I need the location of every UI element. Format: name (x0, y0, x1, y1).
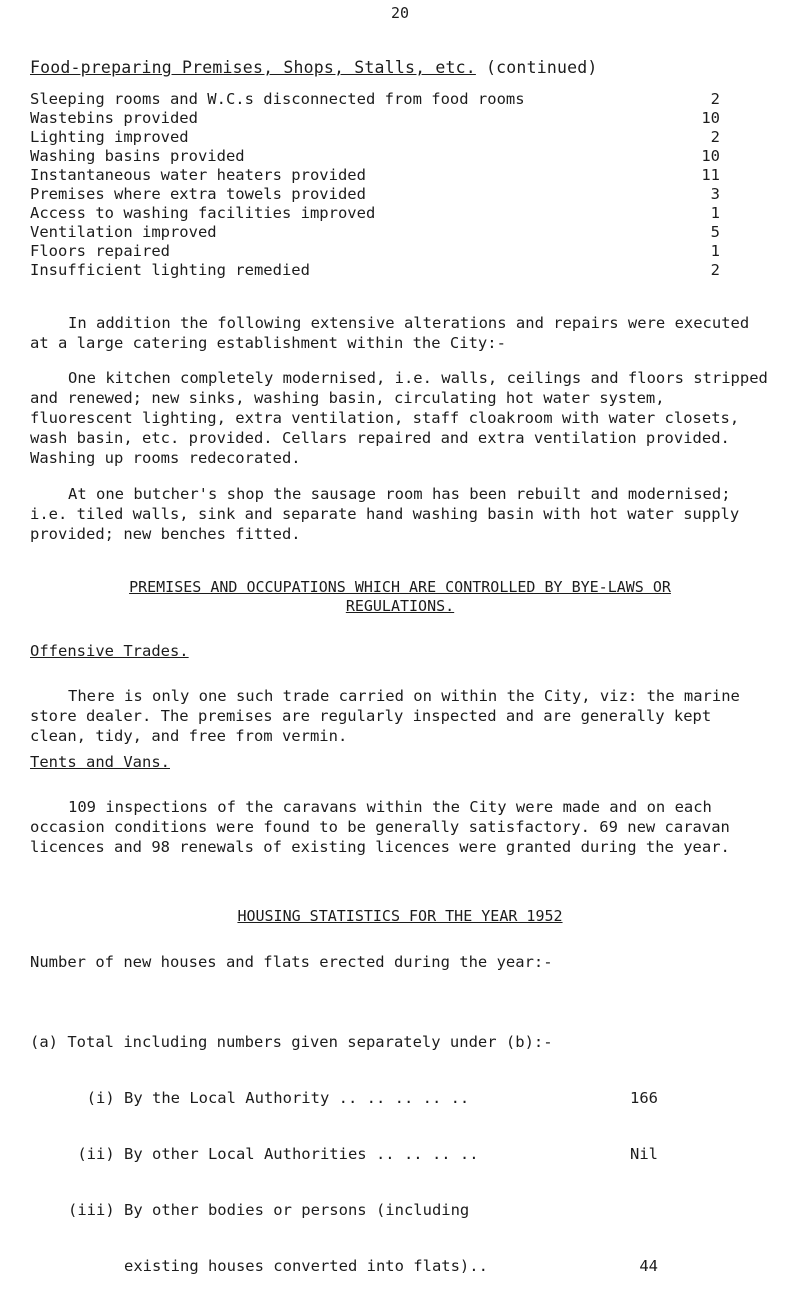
list-item (30, 1256, 730, 1276)
housing-heading-text: HOUSING STATISTICS FOR THE YEAR 1952 (237, 907, 563, 925)
item-label: Access to washing facilities improved (30, 204, 376, 222)
premises-heading-line2: REGULATIONS. (345, 597, 455, 615)
list-item (30, 185, 720, 204)
item-label: Washing basins provided (30, 147, 245, 165)
item-count: 10 (701, 109, 720, 127)
housing-intro: Number of new houses and flats erected during the year:- (30, 953, 553, 971)
item-label: Floors repaired (30, 242, 170, 260)
list-item (30, 90, 720, 109)
item-label: (ii) By other Local Authorities .. .. .. .. (68, 1145, 479, 1163)
item-label: (a) Total including numbers given separately under (b):- (30, 1033, 553, 1051)
housing-breakdown (30, 996, 730, 1312)
item-count: 166 (630, 1089, 658, 1107)
item-label: existing houses converted into flats).. (68, 1257, 488, 1275)
list-item (30, 261, 720, 280)
item-label: (iii) By other bodies or persons (including (68, 1201, 470, 1219)
item-count: 5 (710, 223, 720, 241)
premises-heading-line1: PREMISES AND OCCUPATIONS WHICH ARE CONTROLLED BY BYE-LAWS OR (129, 578, 671, 596)
item-label: Insufficient lighting remedied (30, 261, 310, 279)
list-item (30, 1200, 730, 1220)
item-count: 1 (710, 242, 720, 260)
item-count: 44 (639, 1257, 658, 1275)
tents-vans-heading: Tents and Vans. (30, 753, 170, 771)
item-label: Ventilation improved (30, 223, 217, 241)
item-label: Sleeping rooms and W.C.s disconnected from food rooms (30, 90, 525, 108)
section-heading-suffix: (continued) (486, 58, 598, 77)
list-item (30, 223, 720, 242)
list-item (30, 147, 720, 166)
item-count: 1 (710, 204, 720, 222)
premises-heading (0, 578, 800, 616)
paragraph-tents-vans: 109 inspections of the caravans within the City were made and on each occasion conditions were found to be generally satisfactory. 69 new caravan licences and 98 renewals of existing licences were granted during the year. (30, 798, 730, 856)
paragraph-butcher: At one butcher's shop the sausage room has been rebuilt and modernised; i.e. tiled walls, sink and separate hand washing basin with hot water supply provided; new benches fitted. (30, 485, 740, 543)
section-heading-food-premises (30, 58, 598, 77)
list-item (30, 1088, 730, 1108)
paragraph-offensive-trades: There is only one such trade carried on within the City, viz: the marine store dealer. The premises are regularly inspected and are generally kept clean, tidy, and free from vermin. (30, 687, 740, 745)
item-count: 3 (710, 185, 720, 203)
list-item (30, 204, 720, 223)
item-count: 2 (710, 90, 720, 108)
list-item (30, 1144, 730, 1164)
housing-item-a (30, 1032, 730, 1052)
item-label: Premises where extra towels provided (30, 185, 366, 203)
offensive-trades-heading: Offensive Trades. (30, 642, 189, 660)
list-item (30, 166, 720, 185)
item-count: 2 (710, 261, 720, 279)
paragraph-kitchen: One kitchen completely modernised, i.e. walls, ceilings and floors stripped and renewed; new sinks, washing basin, circulating hot water system, fluorescent lighting, extra ventilation, staff cloakroom with water closets, wash basin, etc. provided. Cellars repaired and extra ventilation provided. Washing up rooms redecorated. (30, 369, 768, 467)
housing-statistics-heading (0, 907, 800, 926)
paragraph-alterations: In addition the following extensive alterations and repairs were executed at a large catering establishment within the City:- (30, 314, 750, 352)
item-label: (i) By the Local Authority .. .. .. .. .. (68, 1089, 470, 1107)
item-count: 2 (710, 128, 720, 146)
list-item (30, 242, 720, 261)
page-number: 20 (390, 4, 410, 22)
item-count: 11 (701, 166, 720, 184)
item-label: Wastebins provided (30, 109, 198, 127)
item-count: Nil (630, 1145, 658, 1163)
list-item (30, 128, 720, 147)
improvements-list (30, 90, 720, 280)
item-count: 10 (701, 147, 720, 165)
section-heading-title: Food-preparing Premises, Shops, Stalls, etc. (30, 58, 476, 77)
item-label: Lighting improved (30, 128, 189, 146)
list-item (30, 109, 720, 128)
item-label: Instantaneous water heaters provided (30, 166, 366, 184)
